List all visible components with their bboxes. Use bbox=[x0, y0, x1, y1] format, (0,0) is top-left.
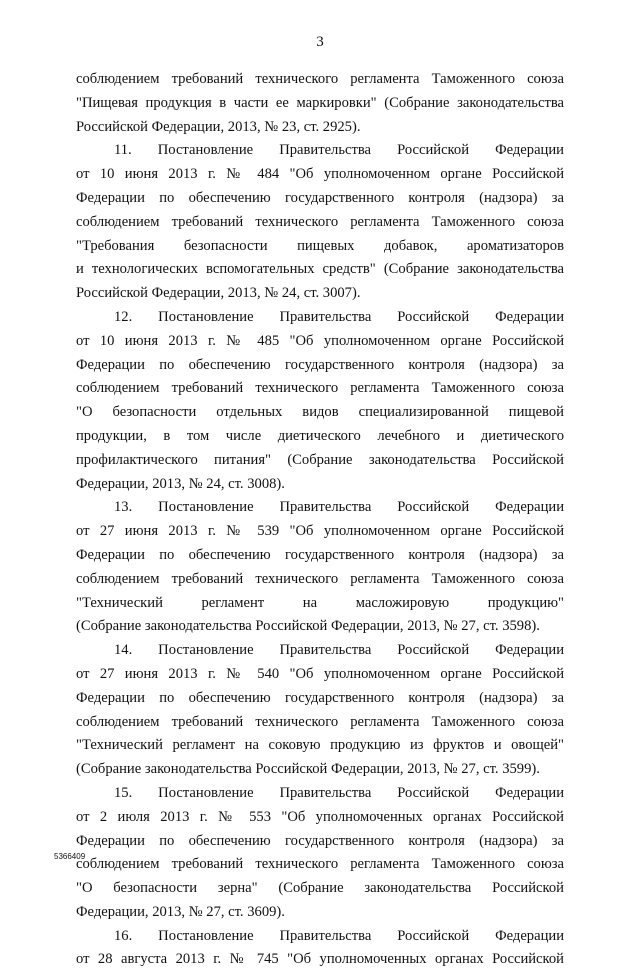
text-line: соблюдением требований технического регламента Таможенного союза bbox=[76, 713, 564, 730]
text-line: от 10 июня 2013 г. № 484 "Об уполномоченном органе Российской bbox=[76, 166, 564, 183]
text-line: соблюдением требований технического регламента Таможенного союза bbox=[76, 856, 564, 873]
text-line: 15. Постановление Правительства Российской Федерации bbox=[114, 784, 564, 801]
text-line: "О безопасности отдельных видов специализированной пищевой bbox=[76, 404, 564, 421]
document-id: 5366409 bbox=[54, 852, 86, 861]
text-line: Федерации по обеспечению государственного контроля (надзора) за bbox=[76, 356, 564, 373]
text-line: 11. Постановление Правительства Российской Федерации bbox=[114, 142, 564, 159]
text-line: Российской Федерации, 2013, № 23, ст. 2925). bbox=[76, 118, 361, 135]
text-line: соблюдением требований технического регламента Таможенного союза bbox=[76, 71, 564, 87]
text-line: "Технический регламент на масложировую продукцию" bbox=[76, 594, 564, 611]
text-line: и технологических вспомогательных средств" (Собрание законодательства bbox=[76, 261, 564, 278]
text-line: соблюдением требований технического регламента Таможенного союза bbox=[76, 380, 564, 397]
text-line: от 10 июня 2013 г. № 485 "Об уполномоченном органе Российской bbox=[76, 332, 564, 349]
text-line: соблюдением требований технического регламента Таможенного союза bbox=[76, 213, 564, 230]
text-line: 13. Постановление Правительства Российской Федерации bbox=[114, 499, 564, 516]
text-line: (Собрание законодательства Российской Федерации, 2013, № 27, ст. 3599). bbox=[76, 761, 540, 778]
text-line: 12. Постановление Правительства Российской Федерации bbox=[114, 308, 564, 325]
text-line: соблюдением требований технического регламента Таможенного союза bbox=[76, 570, 564, 587]
text-line: "О безопасности зерна" (Собрание законодательства Российской bbox=[76, 880, 564, 897]
text-line: Федерации по обеспечению государственного контроля (надзора) за bbox=[76, 689, 564, 706]
text-line: от 27 июня 2013 г. № 539 "Об уполномоченном органе Российской bbox=[76, 523, 564, 540]
text-line: "Технический регламент на соковую продукцию из фруктов и овощей" bbox=[76, 737, 564, 754]
text-line: "Пищевая продукция в части ее маркировки" (Собрание законодательства bbox=[76, 94, 564, 111]
text-line: 14. Постановление Правительства Российской Федерации bbox=[114, 642, 564, 659]
text-line: Федерации, 2013, № 27, ст. 3609). bbox=[76, 903, 285, 920]
text-line: Федерации по обеспечению государственного контроля (надзора) за bbox=[76, 189, 564, 206]
text-line: Федерации по обеспечению государственного контроля (надзора) за bbox=[76, 832, 564, 849]
text-line: профилактического питания" (Собрание законодательства Российской bbox=[76, 451, 564, 468]
text-line: "Требования безопасности пищевых добавок, ароматизаторов bbox=[76, 237, 564, 254]
text-line: от 27 июня 2013 г. № 540 "Об уполномоченном органе Российской bbox=[76, 665, 564, 682]
text-line: от 28 августа 2013 г. № 745 "Об уполномоченных органах Российской bbox=[76, 951, 564, 968]
text-line: от 2 июля 2013 г. № 553 "Об уполномоченных органах Российской bbox=[76, 808, 564, 825]
text-line: (Собрание законодательства Российской Федерации, 2013, № 27, ст. 3598). bbox=[76, 618, 540, 635]
page-number: 3 bbox=[316, 34, 324, 50]
text-line: 16. Постановление Правительства Российской Федерации bbox=[114, 927, 564, 944]
text-line: Федерации, 2013, № 24, ст. 3008). bbox=[76, 475, 285, 492]
text-line: Федерации по обеспечению государственного контроля (надзора) за bbox=[76, 546, 564, 563]
document-body bbox=[76, 68, 564, 972]
text-line: продукции, в том числе диетического лечебного и диетического bbox=[76, 427, 564, 444]
text-line: Российской Федерации, 2013, № 24, ст. 3007). bbox=[76, 285, 361, 302]
